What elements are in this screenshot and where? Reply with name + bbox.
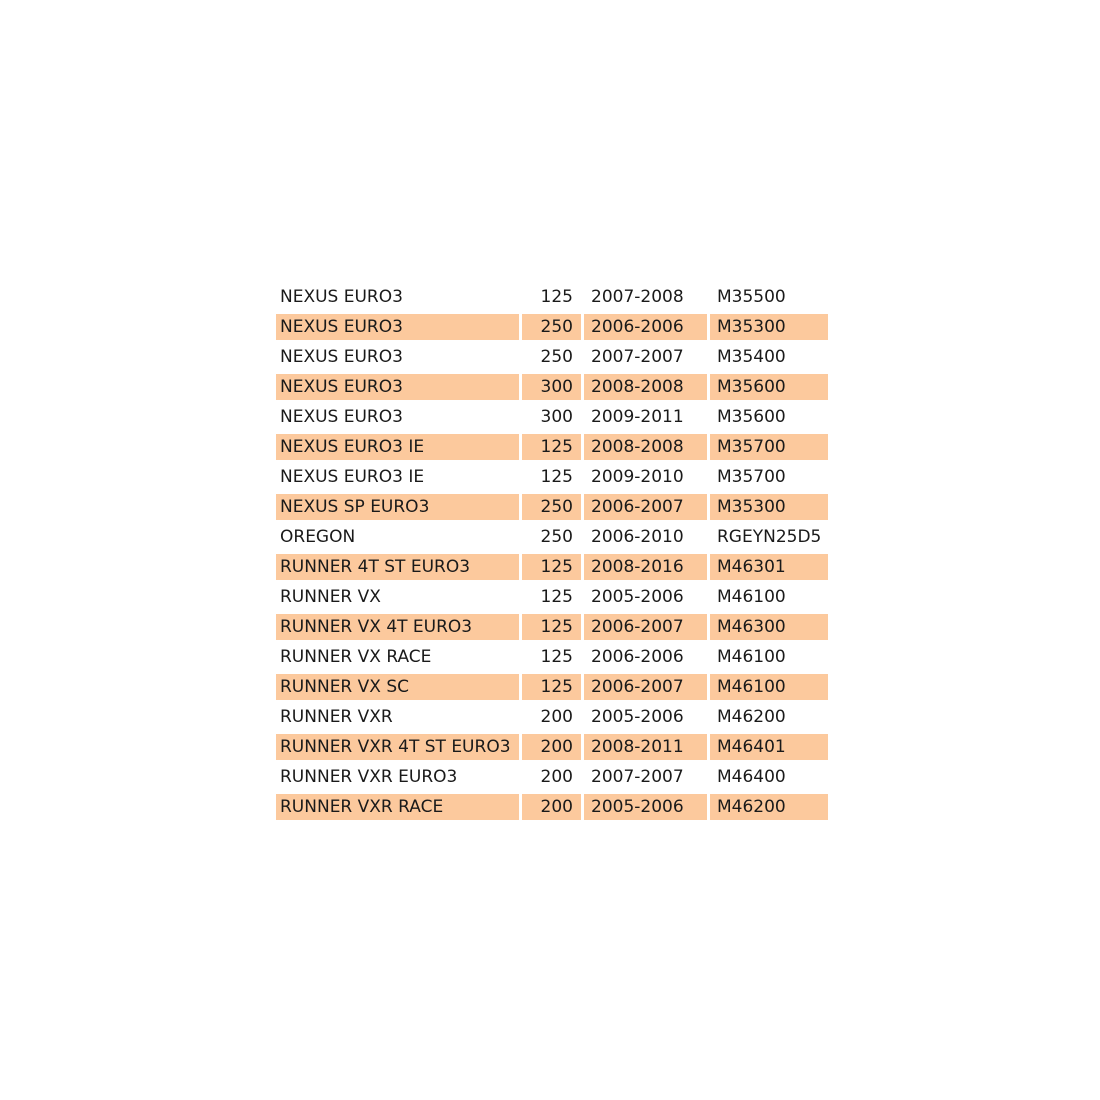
displacement-cell: 125 [540,587,573,607]
code-cell: M35300 [710,314,828,340]
years-cell: 2005-2006 [591,707,684,727]
code-cell: M35700 [710,434,828,460]
years-cell: 2006-2007 [584,614,707,640]
model-cell: RUNNER VXR [280,707,393,727]
years-cell: 2008-2016 [584,554,707,580]
years-cell: 2006-2010 [591,527,684,547]
model-cell: NEXUS SP EURO3 [276,494,519,520]
model-cell: NEXUS EURO3 [280,347,403,367]
displacement-cell: 200 [522,734,581,760]
code-cell: M46200 [710,794,828,820]
model-cell: RUNNER VX RACE [280,647,432,667]
displacement-cell: 125 [540,467,573,487]
years-cell: 2009-2011 [591,407,684,427]
years-cell: 2008-2011 [584,734,707,760]
compatibility-table [276,282,828,822]
code-cell: M46200 [717,707,786,727]
model-cell: RUNNER VXR EURO3 [280,767,458,787]
table-row [276,342,828,372]
table-row [276,522,828,552]
table-row [276,432,828,462]
table-row [276,372,828,402]
code-cell: RGEYN25D5 [717,527,822,547]
table-row [276,492,828,522]
table-row [276,762,828,792]
model-cell: RUNNER VX [280,587,381,607]
years-cell: 2007-2007 [591,767,684,787]
displacement-cell: 125 [540,647,573,667]
table-row [276,792,828,822]
years-cell: 2006-2006 [584,314,707,340]
years-cell: 2007-2008 [591,287,684,307]
model-cell: OREGON [280,527,356,547]
displacement-cell: 300 [522,374,581,400]
displacement-cell: 125 [522,674,581,700]
years-cell: 2005-2006 [584,794,707,820]
displacement-cell: 250 [540,347,573,367]
table-row [276,702,828,732]
model-cell: NEXUS EURO3 [280,407,403,427]
code-cell: M46100 [717,647,786,667]
table-row [276,462,828,492]
model-cell: NEXUS EURO3 [276,314,519,340]
displacement-cell: 200 [540,707,573,727]
code-cell: M46100 [710,674,828,700]
years-cell: 2005-2006 [591,587,684,607]
years-cell: 2006-2007 [584,494,707,520]
model-cell: RUNNER VXR 4T ST EURO3 [276,734,519,760]
years-cell: 2009-2010 [591,467,684,487]
code-cell: M35500 [717,287,786,307]
model-cell: RUNNER VX SC [276,674,519,700]
code-cell: M35300 [710,494,828,520]
displacement-cell: 200 [540,767,573,787]
years-cell: 2006-2006 [591,647,684,667]
code-cell: M35400 [717,347,786,367]
years-cell: 2008-2008 [584,374,707,400]
displacement-cell: 250 [540,527,573,547]
model-cell: RUNNER VX 4T EURO3 [276,614,519,640]
table-row [276,312,828,342]
code-cell: M46400 [717,767,786,787]
model-cell: RUNNER 4T ST EURO3 [276,554,519,580]
table-row [276,282,828,312]
code-cell: M46401 [710,734,828,760]
years-cell: 2007-2007 [591,347,684,367]
displacement-cell: 125 [522,614,581,640]
model-cell: NEXUS EURO3 [280,287,403,307]
table-row [276,402,828,432]
model-cell: NEXUS EURO3 IE [276,434,519,460]
code-cell: M35700 [717,467,786,487]
model-cell: RUNNER VXR RACE [276,794,519,820]
model-cell: NEXUS EURO3 IE [280,467,425,487]
table-row [276,612,828,642]
displacement-cell: 250 [522,314,581,340]
displacement-cell: 125 [522,434,581,460]
displacement-cell: 200 [522,794,581,820]
code-cell: M35600 [710,374,828,400]
displacement-cell: 125 [522,554,581,580]
code-cell: M46300 [710,614,828,640]
model-cell: NEXUS EURO3 [276,374,519,400]
table-row [276,552,828,582]
table-row [276,672,828,702]
table-row [276,732,828,762]
displacement-cell: 250 [522,494,581,520]
table-row [276,642,828,672]
table-row [276,582,828,612]
years-cell: 2008-2008 [584,434,707,460]
displacement-cell: 125 [540,287,573,307]
code-cell: M35600 [717,407,786,427]
years-cell: 2006-2007 [584,674,707,700]
displacement-cell: 300 [540,407,573,427]
code-cell: M46100 [717,587,786,607]
code-cell: M46301 [710,554,828,580]
